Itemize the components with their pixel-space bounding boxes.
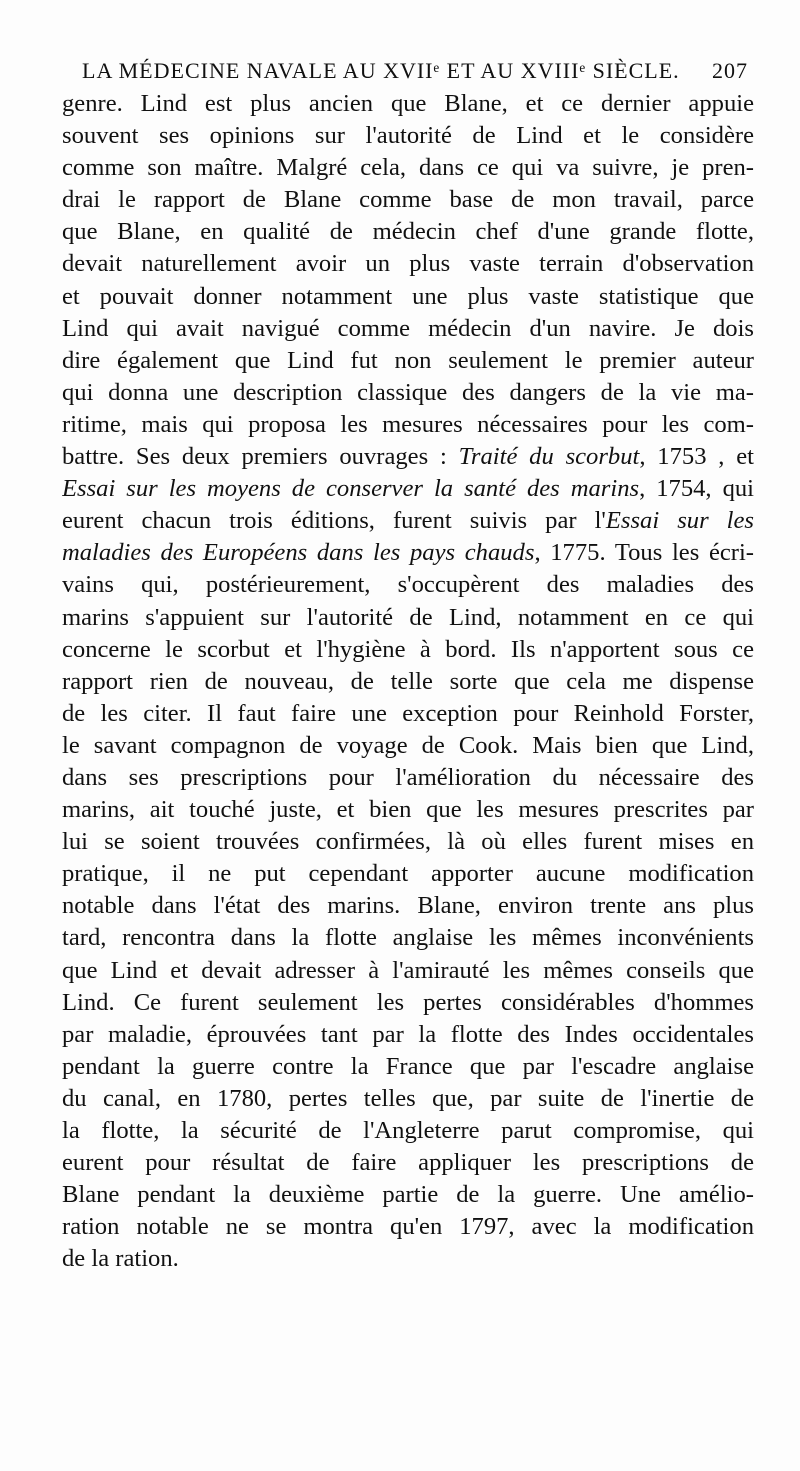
text-segment: tard, rencontra dans la flotte anglaise les mêmes inconvénients bbox=[62, 924, 754, 952]
text-line bbox=[62, 602, 754, 634]
text-line bbox=[62, 698, 754, 730]
text-line bbox=[62, 1051, 754, 1083]
text-line bbox=[62, 1211, 754, 1243]
text-line bbox=[62, 858, 754, 890]
text-line bbox=[62, 1019, 754, 1051]
text-line bbox=[62, 1115, 754, 1147]
text-line bbox=[62, 216, 754, 248]
text-line bbox=[62, 922, 754, 954]
text-line bbox=[62, 730, 754, 762]
text-segment: lui se soient trouvées confirmées, là où elles furent mises en bbox=[62, 828, 754, 856]
text-line bbox=[62, 537, 754, 569]
text-segment: par maladie, éprouvées tant par la flotte des Indes occidentales bbox=[62, 1020, 754, 1048]
text-segment: , 1754, qui bbox=[639, 475, 754, 503]
text-segment: eurent chacun trois éditions, furent suivis par l' bbox=[62, 507, 606, 535]
text-segment: de la ration. bbox=[62, 1245, 179, 1273]
text-line bbox=[62, 313, 754, 345]
text-segment: Blane pendant la deuxième partie de la guerre. Une amélio- bbox=[62, 1181, 754, 1209]
text-segment: dans ses prescriptions pour l'amélioration du nécessaire des bbox=[62, 763, 754, 791]
text-segment: Lind. Ce furent seulement les pertes considérables d'hommes bbox=[62, 988, 754, 1016]
text-segment: le savant compagnon de voyage de Cook. Mais bien que Lind, bbox=[62, 731, 754, 759]
text-segment: du canal, en 1780, pertes telles que, par suite de l'inertie de bbox=[62, 1084, 754, 1112]
text-segment: drai le rapport de Blane comme base de mon travail, parce bbox=[62, 186, 754, 214]
text-line bbox=[62, 666, 754, 698]
text-line bbox=[62, 441, 754, 473]
text-line bbox=[62, 794, 754, 826]
text-segment: marins s'appuient sur l'autorité de Lind, notamment en ce qui bbox=[62, 603, 754, 631]
text-line bbox=[62, 409, 754, 441]
text-line bbox=[62, 473, 754, 505]
text-segment: battre. Ses deux premiers ouvrages : bbox=[62, 443, 459, 471]
text-line bbox=[62, 505, 754, 537]
text-segment: la flotte, la sécurité de l'Angleterre parut compromise, qui bbox=[62, 1117, 754, 1144]
text-segment: de les citer. Il faut faire une exception pour Reinhold Forster, bbox=[62, 699, 754, 727]
text-line bbox=[62, 345, 754, 377]
text-line bbox=[62, 826, 754, 858]
text-segment: pendant la guerre contre la France que par l'escadre anglaise bbox=[62, 1052, 754, 1080]
text-segment: , 1775. Tous les écri- bbox=[534, 539, 754, 567]
text-segment: qui donna une description classique des dangers de la vie ma- bbox=[62, 378, 754, 406]
text-segment: comme son maître. Malgré cela, dans ce qui va suivre, je pren- bbox=[62, 154, 754, 182]
text-line bbox=[62, 1083, 754, 1115]
text-line bbox=[62, 955, 754, 987]
text-line bbox=[62, 890, 754, 922]
text-line bbox=[62, 569, 754, 601]
text-line bbox=[62, 88, 754, 120]
text-segment: que Blane, en qualité de médecin chef d'une grande flotte, bbox=[62, 218, 754, 246]
italic-title-segment: Traité du scorbut bbox=[458, 443, 640, 471]
text-segment: vains qui, postérieurement, s'occupèrent des maladies des bbox=[62, 571, 754, 599]
text-segment: dire également que Lind fut non seulement le premier auteur bbox=[62, 346, 754, 374]
page-number: 207 bbox=[712, 58, 748, 83]
text-line bbox=[62, 1243, 754, 1275]
text-segment: eurent pour résultat de faire appliquer les prescriptions de bbox=[62, 1149, 754, 1177]
text-segment: notable dans l'état des marins. Blane, environ trente ans plus bbox=[62, 892, 754, 920]
text-line bbox=[62, 987, 754, 1019]
text-segment: que Lind et devait adresser à l'amirauté les mêmes conseils que bbox=[62, 956, 754, 984]
text-line bbox=[62, 1179, 754, 1211]
text-line bbox=[62, 152, 754, 184]
running-head bbox=[82, 50, 748, 90]
text-line bbox=[62, 634, 754, 666]
text-line bbox=[62, 248, 754, 280]
text-segment: devait naturellement avoir un plus vaste terrain d'observation bbox=[62, 250, 754, 278]
text-segment: genre. Lind est plus ancien que Blane, et ce dernier appuie bbox=[62, 90, 754, 117]
text-segment: marins, ait touché juste, et bien que les mesures prescrites par bbox=[62, 796, 754, 824]
text-segment: concerne le scorbut et l'hygiène à bord. Ils n'apportent sous ce bbox=[62, 635, 754, 663]
text-line bbox=[62, 377, 754, 409]
running-title: LA MÉDECINE NAVALE AU XVIIᵉ ET AU XVIIIᵉ SIÈCLE. bbox=[82, 58, 680, 83]
text-line bbox=[62, 184, 754, 216]
text-segment: Lind qui avait navigué comme médecin d'un navire. Je dois bbox=[62, 314, 754, 342]
italic-title-segment: Essai sur les bbox=[605, 507, 754, 535]
italic-title-segment: Essai sur les moyens de conserver la santé des marins bbox=[62, 475, 640, 503]
text-segment: ration notable ne se montra qu'en 1797, avec la modification bbox=[62, 1213, 754, 1241]
text-line bbox=[62, 120, 754, 152]
text-line bbox=[62, 1147, 754, 1179]
text-line bbox=[62, 762, 754, 794]
text-segment: pratique, il ne put cependant apporter aucune modification bbox=[62, 860, 754, 888]
text-segment: rapport rien de nouveau, de telle sorte que cela me dispense bbox=[62, 667, 754, 695]
italic-title-segment: maladies des Européens dans les pays chauds bbox=[62, 539, 535, 567]
text-segment: , 1753 , et bbox=[639, 443, 754, 471]
text-segment: et pouvait donner notamment une plus vaste statistique que bbox=[62, 282, 754, 310]
text-line bbox=[62, 281, 754, 313]
body-text bbox=[62, 88, 754, 1275]
text-segment: ritime, mais qui proposa les mesures nécessaires pour les com- bbox=[62, 410, 754, 438]
text-segment: souvent ses opinions sur l'autorité de Lind et le considère bbox=[62, 122, 754, 150]
